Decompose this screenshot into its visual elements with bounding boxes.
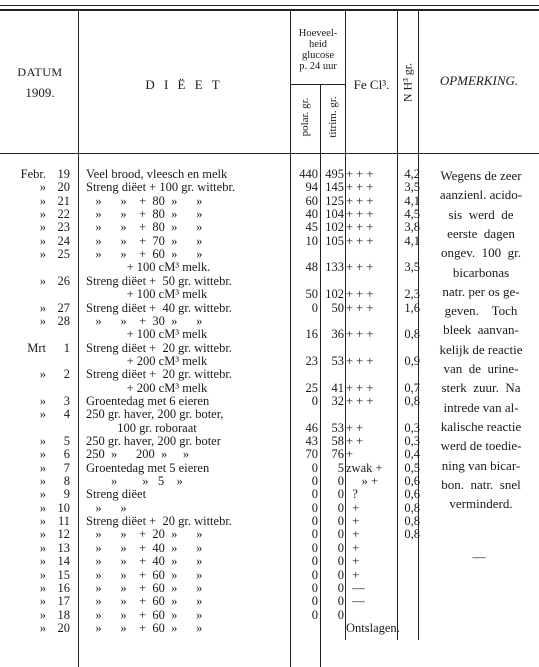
cell-nh: 0,8 — [404, 514, 420, 529]
glucose-label-3: glucose — [301, 50, 335, 61]
cell-pol: 50 — [305, 287, 318, 302]
glucose-label-1: Hoeveel- — [298, 28, 338, 39]
cell-diet: » » + 80 » » — [86, 220, 203, 235]
cell-fe: — — [346, 580, 365, 595]
cell-day: 6 — [63, 447, 70, 462]
cell-day: 27 — [57, 300, 70, 315]
cell-pol: 0 — [311, 514, 318, 529]
cell-nh: 4,5 — [404, 207, 420, 222]
datum-label: DATUM — [17, 65, 63, 79]
cell-day: 24 — [57, 233, 70, 248]
cell-fe: + + + — [346, 220, 374, 235]
cell-day: 5 — [63, 434, 70, 448]
cell-day: 26 — [57, 273, 70, 288]
cell-diet: 100 gr. roboraat — [86, 420, 197, 435]
polar-header: polar. gr. — [299, 97, 311, 137]
cell-tit: 53 — [331, 420, 344, 435]
cell-diet: + 100 cM³ melk. — [86, 260, 211, 275]
cell-tit: 0 — [337, 500, 344, 515]
cell-pol: 16 — [305, 327, 318, 342]
cell-diet: Streng diëet + 50 gr. wittebr. — [86, 273, 232, 288]
cell-month: » — [39, 220, 46, 235]
table-row — [0, 528, 539, 541]
cell-month: » — [39, 487, 46, 502]
table-row — [0, 609, 539, 622]
cell-day: 22 — [57, 207, 70, 222]
cell-fe: — — [346, 594, 365, 609]
glucose-subrule — [290, 84, 345, 85]
table-row — [0, 582, 539, 595]
cell-nh: 0,8 — [404, 393, 420, 408]
cell-day: 28 — [57, 313, 70, 328]
cell-diet: + 200 cM³ melk — [86, 353, 208, 368]
cell-diet: Groentedag met 5 eieren — [86, 460, 210, 475]
cell-nh: 1,6 — [404, 300, 420, 315]
cell-diet: Streng diëet + 20 gr. wittebr. — [86, 340, 232, 355]
cell-day: 23 — [57, 220, 70, 235]
cell-tit: 145 — [325, 180, 344, 195]
table-row — [0, 569, 539, 582]
opmerking-header: OPMERKING. — [439, 73, 519, 88]
remark-line: bicarbonas — [452, 264, 510, 280]
cell-month: » — [39, 180, 46, 195]
cell-diet: » » + 60 » » — [86, 567, 203, 582]
cell-month: » — [39, 554, 46, 569]
cell-pol: 0 — [311, 567, 318, 582]
remark-line: bleek aanvan- — [443, 322, 519, 338]
cell-tit: 0 — [337, 554, 344, 569]
cell-pol: 0 — [311, 540, 318, 555]
cell-month: » — [39, 193, 46, 208]
cell-pol: 25 — [305, 380, 318, 395]
cell-pol: 0 — [311, 554, 318, 569]
cell-diet: » » + 60 » » — [86, 620, 203, 635]
nh-header: N H³ gr. — [400, 62, 415, 103]
cell-fe: + + + — [346, 193, 374, 208]
cell-tit: 41 — [331, 380, 344, 395]
cell-month: » — [39, 447, 46, 462]
cell-day: 2 — [63, 367, 70, 382]
cell-month: » — [39, 607, 46, 622]
cell-month: » — [39, 393, 46, 408]
cell-day: 16 — [57, 580, 70, 595]
cell-fe: » + — [346, 474, 379, 489]
cell-day: 18 — [57, 607, 70, 622]
remark-line: Wegens de zeer — [440, 168, 522, 183]
dieet-header: D I Ë E T — [145, 77, 223, 92]
cell-pol: 0 — [311, 460, 318, 475]
cell-tit: 0 — [337, 607, 344, 622]
cell-month: » — [39, 367, 46, 382]
cell-pol: 48 — [305, 260, 318, 275]
cell-fe: + + + — [346, 233, 374, 248]
cell-day: 7 — [63, 460, 70, 475]
cell-pol: 94 — [305, 180, 318, 195]
cell-month: » — [39, 247, 46, 262]
cell-diet: » » — [86, 500, 127, 515]
dash-note: — — [472, 549, 486, 564]
cell-nh: 2,3 — [404, 287, 420, 302]
remark-line: van de urine- — [443, 361, 519, 376]
cell-nh: 3,5 — [404, 180, 420, 195]
cell-fe: + + + — [346, 167, 374, 181]
cell-pol: 40 — [305, 207, 318, 222]
cell-fe: + + + — [346, 207, 374, 222]
cell-fe: ? — [346, 487, 358, 502]
cell-month: Mrt — [27, 340, 46, 355]
cell-day: 25 — [57, 247, 70, 262]
cell-fe: + — [346, 567, 360, 582]
cell-day: 17 — [57, 594, 70, 609]
remark-line: ning van bicar- — [441, 457, 521, 473]
cell-tit: 0 — [337, 527, 344, 542]
remark-line: geven. Toch — [444, 303, 518, 319]
cell-fe: + + + — [346, 260, 374, 275]
cell-tit: 0 — [337, 514, 344, 529]
remark-line: eerste dagen — [447, 225, 515, 241]
cell-month: » — [39, 527, 46, 542]
cell-fe: + + + — [346, 393, 374, 408]
cell-tit: 0 — [337, 594, 344, 609]
cell-diet: + 100 cM³ melk — [86, 327, 208, 342]
cell-day: 15 — [57, 567, 70, 582]
cell-day: 12 — [57, 527, 70, 542]
cell-pol: 46 — [305, 420, 318, 435]
cell-day: 19 — [57, 167, 70, 181]
cell-tit: 0 — [337, 540, 344, 555]
remark-line: werd de toedie- — [440, 438, 522, 454]
header-rule — [0, 153, 539, 154]
cell-pol: 440 — [299, 167, 318, 181]
remark-line: bon. natr. snel — [441, 476, 521, 492]
cell-diet: » » + 80 » » — [86, 207, 203, 222]
cell-fe: + + — [346, 434, 364, 448]
cell-tit: 0 — [337, 487, 344, 502]
cell-month: » — [39, 407, 46, 422]
cell-tit: 36 — [331, 327, 344, 342]
cell-day: 8 — [63, 474, 70, 489]
cell-day: 11 — [57, 514, 70, 529]
cell-month: » — [39, 594, 46, 609]
cell-tit: 0 — [337, 474, 344, 489]
cell-nh: 0,3 — [404, 420, 420, 435]
cell-diet: » » + 60 » » — [86, 594, 203, 609]
cell-month: » — [39, 313, 46, 328]
cell-day: 3 — [63, 393, 70, 408]
cell-diet: 250 gr. haver, 200 gr. boter — [86, 434, 221, 448]
remark-line: kelijk de reactie — [439, 341, 523, 357]
cell-nh: 0,9 — [404, 353, 420, 368]
cell-day: 10 — [57, 500, 70, 515]
cell-pol: 23 — [305, 353, 318, 368]
cell-month: » — [39, 514, 46, 529]
cell-day: 20 — [57, 180, 70, 195]
cell-pol: 0 — [311, 607, 318, 622]
cell-tit: 5 — [337, 460, 344, 475]
cell-nh: 3,5 — [404, 260, 420, 275]
cell-month: » — [39, 434, 46, 448]
cell-pol: 0 — [311, 393, 318, 408]
cell-pol: 43 — [305, 434, 318, 448]
cell-pol: 10 — [305, 233, 318, 248]
cell-diet: Streng diëet — [86, 487, 147, 502]
table-row — [0, 555, 539, 568]
titrim-header: titrim. gr. — [327, 96, 339, 138]
cell-tit: 105 — [325, 233, 344, 248]
cell-nh: 0,8 — [404, 527, 420, 542]
cell-diet: Streng diëet + 20 gr. wittebr. — [86, 367, 232, 382]
cell-fe: zwak + — [346, 460, 383, 475]
cell-diet: Groentedag met 6 eieren — [86, 393, 210, 408]
cell-month: » — [39, 540, 46, 555]
cell-diet: 250 » 200 » » — [86, 447, 190, 462]
cell-diet: » » + 80 » » — [86, 193, 203, 208]
cell-day: 1 — [63, 340, 70, 355]
cell-month: » — [39, 474, 46, 489]
glucose-label-4: p. 24 uur — [299, 61, 337, 72]
cell-tit: 104 — [325, 207, 344, 222]
cell-nh: 0,6 — [404, 487, 420, 502]
cell-day: 13 — [57, 540, 70, 555]
cell-fe: + — [346, 514, 360, 529]
cell-nh: 0,5 — [404, 460, 420, 475]
remark-line: natr. per os ge- — [442, 283, 520, 299]
cell-tit: 102 — [325, 220, 344, 235]
cell-month: » — [39, 567, 46, 582]
cell-diet: Veel brood, vleesch en melk — [86, 167, 228, 181]
cell-nh: 0,8 — [404, 327, 420, 342]
remark-line: sis werd de — [448, 206, 514, 222]
cell-pol: 0 — [311, 527, 318, 542]
cell-day: 14 — [57, 554, 70, 569]
cell-tit: 50 — [331, 300, 344, 315]
cell-diet: » » + 60 » » — [86, 247, 203, 262]
cell-tit: 495 — [325, 167, 344, 181]
cell-pol: 45 — [305, 220, 318, 235]
table-row — [0, 622, 539, 635]
cell-month: » — [39, 207, 46, 222]
cell-fe: + + + — [346, 327, 374, 342]
table-row — [0, 595, 539, 608]
cell-tit: 102 — [325, 287, 344, 302]
datum-header — [4, 66, 76, 101]
cell-fe: + — [346, 540, 360, 555]
cell-tit: 0 — [337, 567, 344, 582]
cell-nh: 3,8 — [404, 220, 420, 235]
cell-day: 4 — [63, 407, 70, 422]
cell-fe: Ontslagen. — [346, 620, 400, 635]
cell-fe: + — [346, 447, 354, 462]
cell-tit: 0 — [337, 580, 344, 595]
glucose-label-2: heid — [308, 39, 328, 50]
cell-diet: » » + 30 » » — [86, 313, 203, 328]
cell-pol: 70 — [305, 447, 318, 462]
cell-fe: + + + — [346, 180, 374, 195]
remark-line: aanzienl. acido- — [439, 187, 523, 203]
table-row — [0, 542, 539, 555]
cell-tit: 133 — [325, 260, 344, 275]
cell-pol: 0 — [311, 487, 318, 502]
cell-diet: 250 gr. haver, 200 gr. boter, — [86, 407, 224, 422]
cell-nh: 4,1 — [404, 233, 420, 248]
cell-nh: 0,4 — [404, 447, 420, 462]
cell-diet: » » + 40 » » — [86, 540, 203, 555]
cell-nh: 0,7 — [404, 380, 420, 395]
cell-pol: 0 — [311, 474, 318, 489]
cell-nh: 4,1 — [404, 193, 420, 208]
cell-diet: » » + 70 » » — [86, 233, 203, 248]
cell-month: » — [39, 273, 46, 288]
datum-year: 1909. — [25, 84, 55, 100]
top-rule — [0, 5, 539, 6]
cell-month: » — [39, 500, 46, 515]
cell-nh: 0,8 — [404, 500, 420, 515]
cell-tit: 125 — [325, 193, 344, 208]
cell-tit: 53 — [331, 353, 344, 368]
cell-pol: 60 — [305, 193, 318, 208]
cell-fe: + + + — [346, 287, 374, 302]
cell-diet: » » + 20 » » — [86, 527, 203, 542]
table-row — [0, 515, 539, 528]
cell-tit: 32 — [331, 393, 344, 408]
cell-nh: 0,3 — [404, 434, 420, 448]
cell-pol: 0 — [311, 500, 318, 515]
cell-tit: 76 — [331, 447, 344, 462]
remark-line: verminderd. — [449, 496, 513, 512]
cell-month: » — [39, 233, 46, 248]
cell-diet: Streng diëet + 20 gr. wittebr. — [86, 514, 232, 529]
remark-line: kalische reactie — [440, 418, 522, 434]
cell-diet: » » 5 » — [86, 474, 183, 489]
fecl-header: Fe Cl³. — [353, 77, 390, 92]
remark-line: intrede van al- — [443, 399, 519, 415]
cell-pol: 0 — [311, 580, 318, 595]
cell-day: 9 — [63, 487, 70, 502]
cell-diet: + 100 cM³ melk — [86, 287, 208, 302]
cell-diet: » » + 60 » » — [86, 580, 203, 595]
cell-fe: + — [346, 500, 360, 515]
remark-line: ongev. 100 gr. — [440, 245, 522, 261]
cell-day: 20 — [57, 620, 70, 635]
cell-nh: 0,6 — [404, 474, 420, 489]
cell-fe: + — [346, 554, 360, 569]
cell-day: 21 — [57, 193, 70, 208]
cell-diet: + 200 cM³ melk — [86, 380, 208, 395]
cell-diet: » » + 60 » » — [86, 607, 203, 622]
remark-line: sterk zuur. Na — [441, 380, 521, 396]
cell-nh: 4,2 — [404, 167, 420, 181]
cell-month: » — [39, 620, 46, 635]
cell-month: » — [39, 300, 46, 315]
top-rule-thick — [0, 9, 539, 11]
cell-fe: + + + — [346, 353, 374, 368]
cell-diet: Streng diëet + 40 gr. wittebr. — [86, 300, 232, 315]
cell-fe: + + + — [346, 300, 374, 315]
cell-tit: 58 — [331, 434, 344, 448]
cell-pol: 0 — [311, 300, 318, 315]
glucose-header — [291, 28, 345, 72]
cell-month: » — [39, 460, 46, 475]
cell-month: » — [39, 580, 46, 595]
cell-fe: + — [346, 527, 360, 542]
cell-fe: + + — [346, 420, 364, 435]
cell-pol: 0 — [311, 594, 318, 609]
cell-diet: » » + 40 » » — [86, 554, 203, 569]
cell-month: Febr. — [20, 167, 46, 181]
cell-fe: + + + — [346, 380, 374, 395]
cell-diet: Streng diëet + 100 gr. wittebr. — [86, 180, 236, 195]
